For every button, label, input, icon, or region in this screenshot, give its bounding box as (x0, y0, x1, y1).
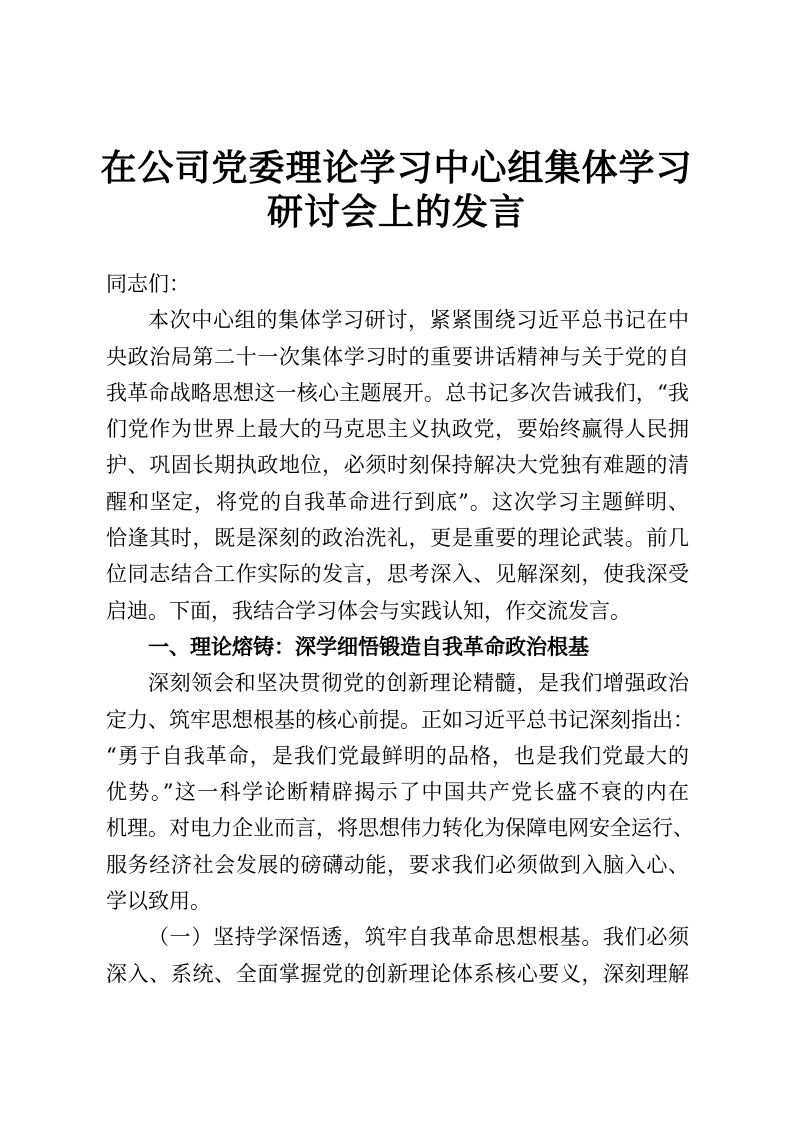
paragraph-2-line: 服务经济社会发展的磅礴动能，要求我们必须做到入脑入心、 (106, 852, 689, 877)
paragraph-3-line: （一）坚持学深悟透，筑牢自我革命思想根基。我们必须 (148, 925, 689, 950)
salutation: 同志们： (106, 272, 190, 296)
paragraph-1-line: 我革命战略思想这一核心主题展开。总书记多次告诫我们，“我 (106, 380, 689, 405)
paragraph-1-line: 位同志结合工作实际的发言，思考深入、见解深刻，使我深受 (106, 562, 689, 587)
paragraph-2-line: 机理。对电力企业而言，将思想伟力转化为保障电网安全运行、 (106, 816, 694, 841)
paragraph-2-line: 学以致用。 (106, 889, 211, 914)
paragraph-2-line: “勇于自我革命，是我们党最鲜明的品格，也是我们党最大的 (106, 743, 689, 768)
paragraph-1-line: 本次中心组的集体学习研讨，紧紧围绕习近平总书记在中 (148, 308, 689, 333)
paragraph-1-line: 们党作为世界上最大的马克思主义执政党，要始终赢得人民拥 (106, 417, 689, 442)
paragraph-1-line: 醒和坚定，将党的自我革命进行到底”。这次学习主题鲜明、 (106, 489, 689, 514)
paragraph-1-line: 护、巩固长期执政地位，必须时刻保持解决大党独有难题的清 (106, 453, 689, 478)
section-heading-1: 一、理论熔铸：深学细悟锻造自我革命政治根基 (148, 633, 589, 659)
document-body (106, 266, 694, 992)
paragraph-1-line: 启迪。下面，我结合学习体会与实践认知，作交流发言。 (106, 598, 631, 623)
paragraph-1-line: 恰逢其时，既是深刻的政治洗礼，更是重要的理论武装。前几 (106, 526, 689, 551)
document-title-line-1: 在公司党委理论学习中心组集体学习 (100, 147, 693, 189)
document-title-line-2: 研讨会上的发言 (266, 191, 526, 233)
paragraph-2-line: 深刻领会和坚决贯彻党的创新理论精髓，是我们增强政治 (148, 671, 689, 696)
paragraph-3-line: 深入、系统、全面掌握党的创新理论体系核心要义，深刻理解 (106, 961, 689, 986)
paragraph-2-line: 定力、筑牢思想根基的核心前提。正如习近平总书记深刻指出： (106, 707, 694, 732)
paragraph-2-line: 优势。”这一科学论断精辟揭示了中国共产党长盛不衰的内在 (106, 780, 689, 805)
paragraph-1-line: 央政治局第二十一次集体学习时的重要讲话精神与关于党的自 (106, 344, 689, 369)
